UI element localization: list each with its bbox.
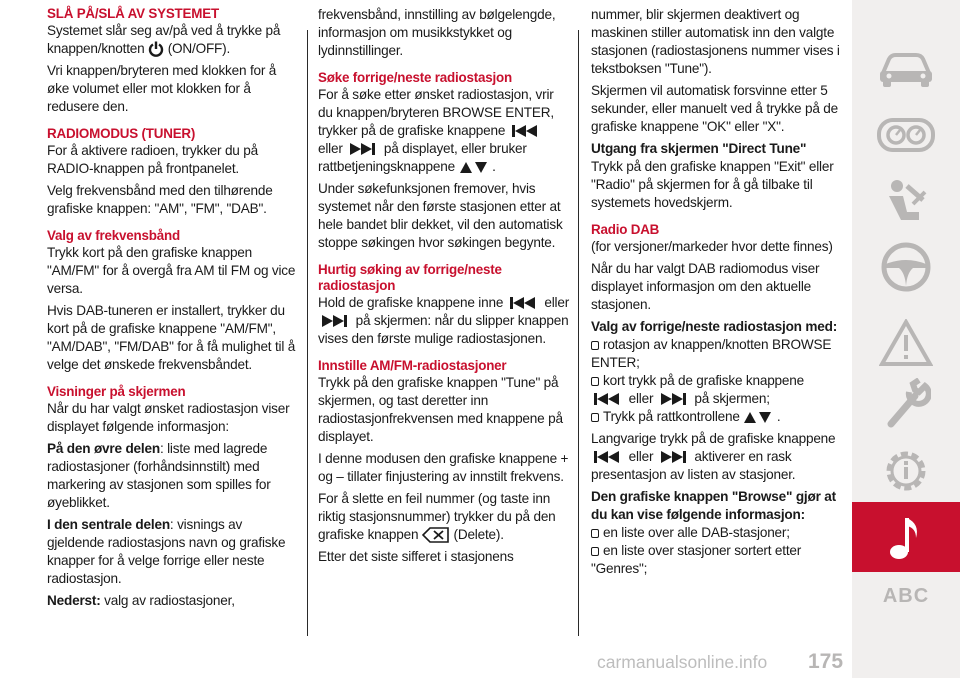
dashboard-icon[interactable] <box>852 100 960 170</box>
heading-on-off: SLÅ PÅ/SLÅ AV SYSTEMET <box>47 6 219 21</box>
paragraph: Hvis DAB-tuneren er installert, trykker du kort på de grafiske knappene "AM/FM", "AM/DAB", "FM/DAB" for å få mulighet til å velge det ønskede frekvensbåndet. <box>47 303 296 372</box>
list-item: en liste over alle DAB-stasjoner; <box>591 524 847 542</box>
car-icon[interactable] <box>852 34 960 104</box>
paragraph: I den sentrale delen: visnings av gjeldende radiostasjons navn og grafiske knapper for å velge forrige eller neste radiostasjon. <box>47 517 286 586</box>
list-item: kort trykk på de grafiske knappene eller på skjermen; <box>591 372 847 408</box>
paragraph: Under søkefunksjonen fremover, hvis systemet når den første stasjonen etter at hele bandet blir dekket, vil den automatisk stoppe søkingen hvor søkingen begynte. <box>318 181 563 250</box>
music-note-icon[interactable] <box>852 502 960 572</box>
up-down-arrows-icon <box>743 411 773 423</box>
heading-tuner: RADIOMODUS (TUNER) <box>47 126 196 141</box>
heading-band: Valg av frekvensbånd <box>47 228 180 243</box>
column-1 <box>47 6 299 614</box>
watermark: carmanualsonline.info <box>597 652 768 672</box>
heading-search: Søke forrige/neste radiostasjon <box>318 70 512 85</box>
delete-icon <box>422 527 450 543</box>
paragraph: Systemet slår seg av/på ved å trykke på knappen/knotten (ON/OFF). <box>47 23 281 56</box>
paragraph: Trykk på den grafiske knappen "Tune" på skjermen, og tast deretter inn radiostasjonfrekvensen med knappene på displayet. <box>318 375 563 444</box>
bullet-icon <box>591 413 599 422</box>
subheading-select: Valg av forrige/neste radiostasjon med: <box>591 319 838 334</box>
warning-triangle-icon[interactable] <box>852 308 960 378</box>
paragraph: Etter det siste sifferet i stasjonens <box>318 549 514 564</box>
paragraph: Vri knappen/bryteren med klokken for å øke volumet eller mot klokken for å redusere den. <box>47 63 277 114</box>
abc-index-label[interactable]: ABC <box>882 585 930 607</box>
next-icon <box>657 393 691 405</box>
heading-fast-search: Hurtig søking av forrige/neste radiostasjon <box>318 262 502 293</box>
paragraph: Velg frekvensbånd med den tilhørende grafiske knappen: "AM", "FM", "DAB". <box>47 183 273 216</box>
bullet-icon <box>591 529 599 538</box>
next-icon <box>346 143 380 155</box>
bullet-icon <box>591 547 599 556</box>
steering-wheel-icon[interactable] <box>852 232 960 302</box>
paragraph: Langvarige trykk på de grafiske knappene eller aktiverer en rask presentasjon av listen av stasjoner. <box>591 431 836 482</box>
gear-info-icon[interactable] <box>852 436 960 506</box>
previous-icon <box>591 451 625 463</box>
paragraph: For å aktivere radioen, trykker du på RADIO-knappen på frontpanelet. <box>47 143 258 176</box>
previous-icon <box>591 393 625 405</box>
next-icon <box>318 315 352 327</box>
paragraph: Trykk kort på den grafiske knappen "AM/FM" for å overgå fra AM til FM og vice versa. <box>47 245 296 296</box>
next-icon <box>657 451 691 463</box>
paragraph: frekvensbånd, innstilling av bølgelengde, informasjon om musikkstykket og lydinnstillinger. <box>318 7 556 58</box>
heading-dab: Radio DAB <box>591 222 660 237</box>
heading-views: Visninger på skjermen <box>47 384 186 399</box>
subheading-browse: Den grafiske knappen "Browse" gjør at du kan vise følgende informasjon: <box>591 489 836 522</box>
seat-safety-icon[interactable] <box>852 168 960 238</box>
paragraph: Skjermen vil automatisk forsvinne etter 5 sekunder, eller manuelt ved å trykke på de grafiske knappene "OK" eller "X". <box>591 83 839 134</box>
bullet-icon <box>591 341 599 350</box>
paragraph: Når du har valgt DAB radiomodus viser displayet informasjon om den aktuelle stasjonen. <box>591 261 820 312</box>
chapter-sidebar <box>852 0 960 678</box>
bullet-icon <box>591 377 599 386</box>
page-number: 175 <box>808 650 844 673</box>
column-2 <box>318 6 570 570</box>
previous-icon <box>509 125 543 137</box>
column-divider <box>307 30 308 636</box>
paragraph: (for versjoner/markeder hvor dette finnes) <box>591 239 833 254</box>
wrench-icon[interactable] <box>852 370 960 440</box>
list-item: Trykk på rattkontrollene . <box>591 408 847 426</box>
paragraph: Når du har valgt ønsket radiostasjon viser displayet følgende informasjon: <box>47 401 290 434</box>
paragraph: I denne modusen den grafiske knappene + og – tillater finjustering av innstilt frekvens. <box>318 451 569 484</box>
subheading-exit: Utgang fra skjermen "Direct Tune" <box>591 141 807 156</box>
paragraph: Nederst: valg av radiostasjoner, <box>47 593 235 608</box>
list-item: en liste over stasjoner sortert etter "Genres"; <box>591 543 802 576</box>
up-down-arrows-icon <box>459 161 489 173</box>
paragraph: Hold de grafiske knappene inne eller på skjermen: når du slipper knappen vises den første mulige radiostasjonen. <box>318 295 570 346</box>
paragraph: For å søke etter ønsket radiostasjon, vrir du knappen/bryteren BROWSE ENTER, trykker på de grafiske knappene eller på displayet, eller bruker rattbetjeningsknappene . <box>318 87 554 174</box>
power-icon <box>148 41 164 57</box>
column-3 <box>591 6 847 578</box>
heading-manual-tune: Innstille AM/FM-radiostasjoner <box>318 358 507 373</box>
previous-icon <box>507 297 541 309</box>
paragraph: På den øvre delen: liste med lagrede radiostasjoner (forhåndsinnstilt) med markering av stasjonen som spilles for øyeblikket. <box>47 441 271 510</box>
column-divider <box>578 30 579 636</box>
paragraph: Trykk på den grafiske knappen "Exit" eller "Radio" på skjermen for å gå tilbake til systemets hovedskjerm. <box>591 159 834 210</box>
list-item: rotasjon av knappen/knotten BROWSE ENTER; <box>591 337 832 370</box>
paragraph: For å slette en feil nummer (og taste inn riktig stasjonsnummer) trykker du på den grafiske knappen (Delete). <box>318 491 556 542</box>
paragraph: nummer, blir skjermen deaktivert og maskinen stiller automatisk inn den valgte stasjonen (radiostasjonens nummer vises i tekstboksen "Tune"). <box>591 7 840 76</box>
